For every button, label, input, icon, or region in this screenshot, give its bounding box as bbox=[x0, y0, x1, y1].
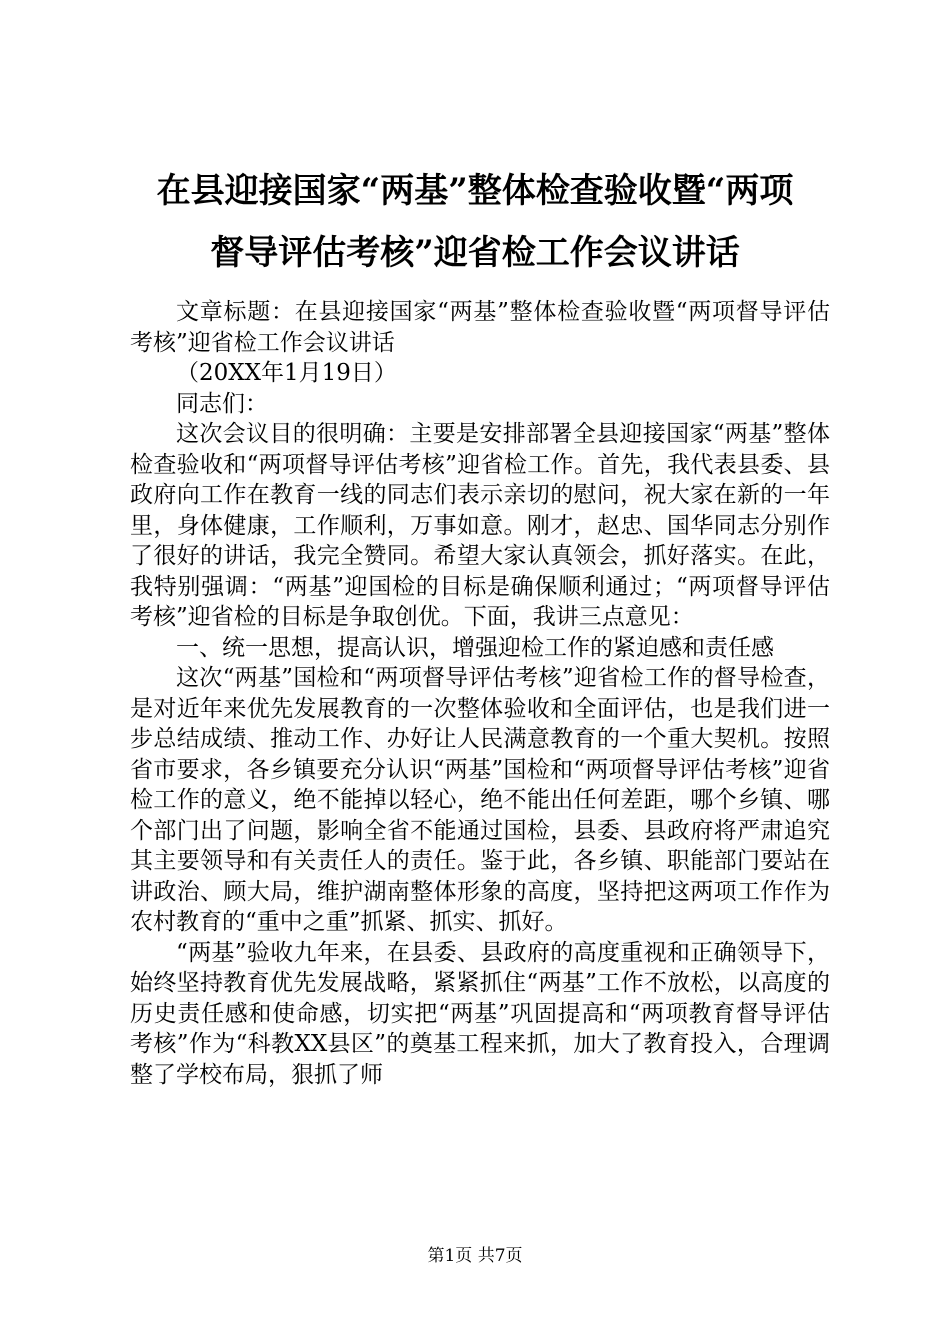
document-title bbox=[120, 160, 830, 284]
article-title-paragraph: 文章标题：在县迎接国家“两基”整体检查验收暨“两项督导评估考核”迎省检工作会议讲话 bbox=[130, 299, 830, 356]
page-footer: 第1页 共7页 bbox=[427, 1246, 523, 1266]
body-paragraph: 这次会议目的很明确：主要是安排部署全县迎接国家“两基”整体检查验收和“两项督导评估考核”迎省检工作。首先，我代表县委、县政府向工作在教育一线的同志们表示亲切的慰问，祝大家在新的一年里，身体健康，工作顺利，万事如意。刚才，赵忠、国华同志分别作了很好的讲话，我完全赞同。希望大家认真领会，抓好落实。在此，我特别强调：“两基”迎国检的目标是确保顺利通过；“两项督导评估考核”迎省检的目标是争取创优。下面，我讲三点意见： bbox=[130, 421, 830, 630]
body-paragraph: 这次“两基”国检和“两项督导评估考核”迎省检工作的督导检查，是对近年来优先发展教育的一次整体验收和全面评估，也是我们进一步总结成绩、推动工作、办好让人民满意教育的一个重大契机。按照省市要求，各乡镇要充分认识“两基”国检和“两项督导评估考核”迎省检工作的意义，绝不能掉以轻心，绝不能出任何差距，哪个乡镇、哪个部门出了问题，影响全省不能通过国检，县委、县政府将严肃追究其主要领导和有关责任人的责任。鉴于此，各乡镇、职能部门要站在讲政治、顾大局，维护湖南整体形象的高度，坚持把这两项工作作为农村教育的“重中之重”抓紧、抓实、抓好。 bbox=[130, 665, 830, 935]
section-heading: 一、统一思想，提高认识，增强迎检工作的紧迫感和责任感 bbox=[176, 634, 774, 661]
body-paragraph: “两基”验收九年来，在县委、县政府的高度重视和正确领导下，始终坚持教育优先发展战略，紧紧抓住“两基”工作不放松，以高度的历史责任感和使命感，切实把“两基”巩固提高和“两项教育督导评估考核”作为“科教XX县区”的奠基工程来抓，加大了教育投入，合理调整了学校布局，狠抓了师 bbox=[130, 939, 830, 1088]
document-body bbox=[130, 297, 830, 1090]
salutation: 同志们： bbox=[176, 390, 268, 417]
title-line-1: 在县迎接国家“两基”整体检查验收暨“两项 bbox=[156, 171, 794, 211]
title-line-2: 督导评估考核”迎省检工作会议讲话 bbox=[210, 233, 740, 273]
date-line: （20XX年1月19日） bbox=[176, 360, 397, 386]
